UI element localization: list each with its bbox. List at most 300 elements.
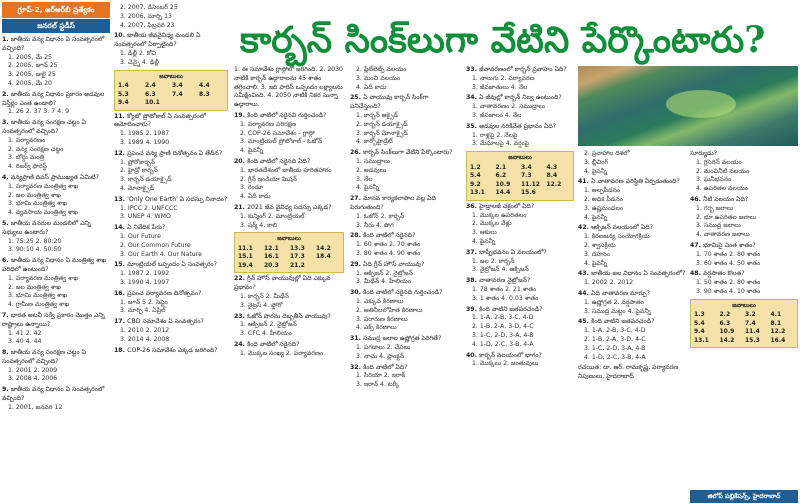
answer-cell: 15.1 (238, 253, 253, 261)
question-option: 3. నేల (356, 175, 373, 183)
answer-box-title: జవాబులు (159, 72, 183, 80)
question-item (234, 204, 344, 230)
question-text: వన్యప్రాణి దివస్‌ ప్రాముఖ్యత ఏమిటి? (10, 173, 99, 181)
answer-cell: 13.1 (470, 189, 485, 197)
question-text: జాతీయ వనరుల మండలిలో ఎన్ని సభ్యులు ఉంటారు? (2, 219, 91, 236)
answer-cell: 13.1 (694, 336, 709, 344)
question-number: 40. (466, 351, 480, 359)
answer-cell: 12.1 (264, 244, 279, 252)
question-item (578, 290, 686, 316)
question-item (234, 341, 344, 359)
question-option: 2. మంచినీటి వలయం (696, 167, 750, 175)
question-item (234, 158, 344, 202)
answer-cell: 4.4 (199, 82, 210, 90)
question-text: ఓజోన్‌ పొరను దెబ్బతీసే వాయువు? (247, 312, 331, 320)
question-option: 4. పైవన్నీ (356, 184, 380, 192)
question-option: 3. 90:10 4. 50:50 (8, 246, 62, 254)
question-number: 14. (114, 224, 128, 232)
question-number: 17. (114, 318, 128, 326)
question-number: 7. (2, 311, 11, 319)
question-option: 3. 90 శాతం 4. 10 శాతం (696, 287, 761, 295)
question-number: 6. (2, 257, 11, 265)
question-text: కింది వాటిలో సరైనది? (247, 340, 300, 348)
question-item (578, 318, 686, 362)
question-option: 3. ఉష్ణమండలం (584, 204, 624, 212)
question-item (114, 290, 228, 316)
question-option: 3. 1 శాతం 4. 0.03 శాతం (472, 294, 539, 302)
question-number: 28. (350, 232, 364, 240)
question-option: 3. ఇరాన్‌ 4. టర్కీ (356, 381, 400, 389)
question-item (234, 112, 344, 156)
answer-cell: 9.2 (470, 180, 481, 188)
question-text: జాతీయ వన్య విధానం ప్రకారం అడవుల విస్తీర్ణం ఎంత ఉండాలి? (2, 90, 105, 107)
question-option: 1. 2010 2. 2012 (120, 326, 170, 334)
question-option: 3. నైట్రోజన్‌ 4. ఆక్సిజన్‌ (472, 266, 529, 274)
answer-cell: 12.2 (770, 328, 786, 336)
column-7 (690, 150, 798, 350)
question-option: 1. రాళ్లపై 2. నేలపై (472, 131, 518, 139)
question-text: ఏ జీవుల్లో కార్బన్‌ నిల్వ ఉంటుంది? (479, 94, 562, 102)
answer-cell: 2.4 (145, 82, 156, 90)
question-number: 15. (114, 261, 128, 269)
question-option: 2. కార్బన్‌ డయాక్సైడ్‌ (356, 120, 408, 128)
question-item (578, 178, 686, 222)
question-text: కింది వాటిలో సరైనది ఏది? (247, 157, 311, 165)
question-text: ఏ వాతావరణ పరిస్థితి ఏర్పడుతుంది? (591, 178, 680, 186)
question-item (2, 174, 110, 218)
answer-cell: 4.1 (770, 311, 782, 319)
answer-cell: 6.3 (719, 319, 731, 327)
question-option: 3. 40 4. 44 (8, 338, 42, 346)
question-option: 2. ప్లేట్‌లెట్స్‌ వలయం (356, 66, 407, 73)
question-option: 1. ఫ్రోరోకార్బన్‌ (120, 158, 155, 166)
question-item (2, 386, 110, 412)
question-text: వర్షపాతం కొలత? (703, 270, 745, 278)
question-option: 1. ఓజోన్‌ 2. కార్బన్‌ (356, 212, 405, 220)
question-option: 3. నాచు 4. ప్లాంక్టన్‌ (356, 352, 405, 360)
question-item (350, 289, 460, 333)
question-option: 3. 2014 4. 2008 (120, 335, 170, 343)
headline: కార్బన్‌ సింక్‌లుగా వేటిని పేర్కొంటారు? (240, 19, 766, 61)
question-number: 2. (2, 90, 11, 98)
answer-box-1 (114, 70, 228, 111)
question-item (2, 91, 110, 117)
question-option: 3. 2008 4. 2006 (8, 375, 58, 383)
question-text: గ్రీన్‌ హౌస్‌ వాయువుల్లో ఏది ఎక్కువ ప్రభావం? (234, 275, 331, 292)
question-number: 37. (466, 248, 480, 256)
question-item (350, 232, 460, 258)
answer-cell: 2.1 (495, 163, 507, 171)
question-option: 4. పైవన్నీ (472, 237, 496, 245)
question-option: 3. పరారుణ కిరణాలు (356, 315, 408, 323)
question-text: మాంట్రియల్‌ ఒప్పందం ఏ సంవత్సరం? (127, 261, 217, 269)
question-number: 23. (234, 312, 248, 320)
question-number: 27. (350, 195, 364, 203)
question-item (690, 270, 798, 296)
question-number: 38. (466, 277, 480, 285)
question-option: 2. జల మంత్రిత్వ శాఖ (8, 283, 61, 291)
question-option: 2. జల మంత్రిత్వ శాఖ (8, 191, 61, 199)
question-number: 10. (114, 32, 128, 40)
question-item (114, 261, 228, 287)
question-option: 3. భూమి మంత్రిత్వ శాఖ (8, 200, 68, 208)
question-option: 2. అడవులు (356, 166, 387, 174)
question-option: 2. వన్య సంరక్షణ చట్టం (8, 145, 64, 153)
question-text: భూమిపై ఎంత శాతం? (703, 241, 756, 249)
question-option: 3. బోర్డు మంత్రి (8, 154, 45, 162)
question-number: 45. (578, 318, 592, 326)
question-number: 47. (690, 241, 704, 249)
question-option: 1. 1987 2. 1992 (120, 270, 170, 278)
question-text: హైడ్రాలజీ చక్రంలో ఏది? (479, 202, 535, 210)
question-item (114, 113, 228, 148)
answer-cell: 6.2 (495, 172, 507, 180)
question-text: జాతీయ వన్య సంరక్షణ చట్టం ఏ సంవత్సరంలో వచ్చింది? (2, 119, 86, 135)
answer-box-title: జవాబులు (277, 235, 301, 243)
answer-cell: 16.1 (264, 253, 279, 261)
question-option: 3. Our Earth 4. Our Nature (120, 250, 202, 258)
question-text: నీటి వలయం ఏది? (703, 195, 749, 203)
answer-cell: 10.9 (719, 328, 735, 336)
question-number: 42. (578, 224, 592, 232)
question-option: 2. అధిక పీడనం (584, 195, 623, 203)
question-number: 30. (350, 289, 364, 297)
question-option: 4. ఏదీ కాదు (240, 193, 271, 201)
question-option: 1. డిల్లీ 2. కోచి (120, 49, 157, 57)
answer-cell: 10.1 (145, 99, 160, 107)
question-option: 1. పర్యావరణ పరిరక్షణ (240, 120, 297, 128)
question-text: ఏది గ్రీన్‌ హౌస్‌ వాయువు? (363, 260, 425, 268)
question-option: 2. 1-B, 2-A, 3-D, 4-C (472, 323, 534, 331)
question-number: 31. (350, 335, 364, 343)
question-text: జాతీయ వన్య సంరక్షణ చట్టం ఏ సంవత్సరంలో వచ్చింది? (2, 349, 86, 365)
algae-bloom (666, 90, 736, 118)
question-option: 4. 1-D, 2-C, 3-B, 4-A (472, 340, 534, 348)
question-number: 36. (466, 202, 480, 210)
question-option: 2. శ్వాసక్రియ (584, 241, 616, 249)
question-option: 1. 2001 2. 2009 (8, 366, 58, 374)
question-number: 39. (466, 305, 480, 313)
question-text: భారత అటవీ సర్వే ప్రకారం మొత్తం ఎన్ని రాష్ట్రాలు ఉన్నాయి? (2, 311, 105, 328)
question-number: 35. (466, 122, 480, 130)
question-text: ప్రపంచ పర్యావరణ దినోత్సవం? (127, 289, 202, 297)
question-option: 4. 2005, మే 20 (8, 79, 52, 87)
answer-cell: 14.2 (719, 336, 735, 344)
question-option: 1. కిరణజన్య సంయోగక్రియ (584, 233, 650, 241)
answer-cell: 14.4 (495, 189, 511, 197)
question-option: 2. ప్రవాహాల దిశలో (584, 150, 630, 157)
question-text: ఆక్సిజన్‌ వలయంలో ఏది? (591, 224, 653, 232)
question-item (466, 203, 574, 247)
publisher-footer: జిలోప్‌ పబ్లికేషన్స్‌, హైదరాబాద్‌ (690, 490, 798, 503)
question-option: 3. 60 శాతం 4. 50 శాతం (696, 259, 761, 267)
section-tag: గ్రూప్‌-2, ఆర్‌ఆర్‌బీ ప్రత్యేకం (2, 2, 110, 18)
question-text: అడవుల నరికివేత ప్రభావం ఏది? (479, 122, 556, 130)
answer-box-2 (234, 232, 344, 273)
question-option: 1. ఎక్కువ కిరణాలు (356, 297, 404, 305)
question-option: 4. రిజర్వ్‌ ఫారెస్ట్‌ (8, 163, 47, 171)
question-option: 3. షర్మ్‌ 4. కాలి (240, 221, 278, 229)
question-option: 2. మొక్కల వేళ్లు (472, 220, 512, 228)
question-number: 8. (2, 349, 11, 357)
question-option: 3. బ్లీచింగ్‌ (584, 158, 609, 166)
question-text: 2021 జీవ వైవిధ్య సదస్సు ఎక్కడ? (247, 203, 332, 211)
question-item (114, 32, 228, 67)
question-option: 1. గ్లిసెరిన్‌ వలయం (696, 158, 742, 166)
question-number: 48. (690, 270, 704, 278)
question-option: 2. అతినీలలోహిత కిరణాలు (356, 306, 423, 314)
question-option: 1. కున్మింగ్‌ 2. మాంట్రియల్‌ (240, 212, 305, 220)
question-text: CBD సమావేశం ఏ సంవత్సరం? (127, 318, 204, 326)
question-item (2, 119, 110, 172)
answer-cell: 5.4 (694, 319, 705, 327)
question-option: 3. రెండూ (240, 184, 264, 192)
question-item (466, 277, 574, 303)
question-option: 3. మేఘాలపై 4. వర్షంపై (472, 140, 530, 148)
question-text: కింది వాటిలో సరైనవి గుర్తించండి? (247, 111, 327, 119)
question-item (350, 335, 460, 361)
question-option: 1. 41 2. 42 (8, 329, 42, 337)
question-text: జాతీయ వన్య విధానం ఏ సంవత్సరంలో వచ్చింది? (2, 386, 105, 403)
question-item (578, 224, 686, 268)
question-option: 1. వాతావరణం 2. సముద్రాలు (472, 103, 546, 111)
question-text: వాతావరణ నైట్రోజన్‌? (479, 277, 531, 285)
question-number: 18. (114, 346, 128, 354)
answer-cell: 16.4 (770, 336, 786, 344)
question-number: 19. (234, 111, 248, 119)
question-option: 3. మాంట్రియల్‌ ప్రోటోకాల్‌ - ఓజోన్‌ (240, 138, 322, 146)
question-number: 12. (114, 149, 128, 157)
question-option: 1. అల్పపీడనం (584, 187, 621, 195)
column-3 (234, 66, 344, 361)
question-option: 2. 1-B, 2-A, 3-D, 4-C (584, 335, 646, 343)
question-text: జాతీయ వన్య విధానం ఏ మంత్రిత్వ శాఖ పరిధిలో ఉంటుంది? (2, 257, 107, 273)
question-option: 1. 75:25 2. 80:20 (8, 237, 62, 245)
question-option: 1. పర్యావరణ మంత్రిత్వ శాఖ (8, 182, 79, 190)
question-option: 3. జీవజాతులు 4. నేల (472, 83, 528, 91)
question-option: 1. గర్భ జలాలు (696, 204, 734, 212)
question-option: 1. భారతదేశంలో జాతీయ హరితహారం (240, 166, 332, 174)
question-text: రచయిత: డా. ఆర్‌. రామకృష్ణ, పర్యావరణ నిపుణులు, హైదరాబాద్‌ (578, 364, 679, 381)
question-option: 1. పగడాలు 2. చేపలు (356, 343, 411, 351)
question-option: 1. పర్యావరణం (8, 136, 46, 144)
column-1 (2, 36, 110, 415)
answer-cell: 7.3 (521, 172, 532, 180)
question-option: 1. కార్బన్‌ 2. మీథేన్‌ (240, 293, 289, 300)
question-item (114, 4, 228, 30)
question-option: 1. పర్యావరణ మంత్రిత్వ శాఖ (8, 274, 79, 282)
question-item (350, 261, 460, 287)
question-option: 3. జీవజాలం 4. నేల (472, 111, 522, 119)
question-option: 4. పైవన్నీ (240, 147, 264, 155)
question-option: 1. 50 శాతం 2. 80 శాతం (696, 279, 761, 287)
answer-cell: 1.3 (694, 311, 705, 319)
answer-cell: 3.2 (745, 311, 756, 319)
question-item (350, 149, 460, 193)
question-number: 9. (2, 386, 11, 394)
question-text: జాతీయ జల విధానం ఏ సంవత్సరంలో? (591, 270, 686, 278)
answer-cell: 1.4 (118, 82, 129, 90)
question-option: 4. ఎక్స్‌ కిరణాలు (356, 324, 397, 332)
question-text: 'Only One Earth' ఏ సదస్సు నినాదం? (127, 195, 228, 203)
question-option: 4. కార్బోహైడ్రేట్‌ (356, 138, 393, 146)
answer-cell: 6.3 (145, 90, 156, 98)
question-option: 2. Our Common Future (120, 241, 191, 249)
question-number: 46. (690, 195, 704, 203)
question-option: 1. ఆక్సిజన్‌ 2. నైట్రోజన్‌ (356, 269, 413, 277)
question-option: 1. మొక్కల ఉపరితలం (472, 211, 527, 219)
question-option: 2. హైడ్రో కార్బన్‌ (120, 167, 158, 175)
question-number: 41. (578, 178, 592, 186)
answer-cell: 8.3 (199, 90, 210, 98)
column-2 (114, 4, 228, 357)
question-text: కింది వాటిని జతపరచండి? (591, 318, 655, 326)
question-option: 4. పైవన్నీ (584, 259, 608, 267)
answer-cell: 15.6 (521, 189, 536, 197)
answer-cell: 21.2 (290, 261, 305, 269)
answer-cell: 14.2 (316, 244, 331, 252)
question-item (114, 150, 228, 194)
question-text: కింది వాటిలో ఏది? (363, 363, 408, 371)
question-option: 1. మొక్కలు 2. జంతువులు (472, 360, 539, 368)
question-option: 3. UNEP 4. WMO (120, 213, 171, 221)
question-option: 3. CFC 4. హీలియం (240, 330, 292, 338)
question-option: 1. సిరియా 2. ఇరాక్‌ (356, 372, 405, 380)
question-option: 1. 2005, మే 25 (8, 53, 52, 61)
question-text: కింది వాటిలో సరైనది? (363, 232, 416, 240)
question-item (466, 306, 574, 350)
question-number: 33. (466, 66, 480, 73)
question-item (114, 318, 228, 344)
question-option: 1. Our Future (120, 233, 161, 240)
question-number: 24. (234, 340, 248, 348)
question-option: 4. ఏదీ కాదు (356, 83, 387, 91)
question-option: 3. దహనం (584, 250, 610, 258)
answer-cell: 5.3 (118, 90, 129, 98)
question-item (578, 150, 686, 176)
question-option: 4. వ్యవసాయ మంత్రిత్వ శాఖ (8, 209, 78, 217)
question-text: జాతీయ జీవవైవిధ్య మండలి ఏ సంవత్సరంలో ఏర్పాటైంది? (114, 32, 201, 49)
question-text: కింది వాటిలో సరైనది గుర్తించండి? (363, 289, 443, 297)
question-number: 20. (234, 157, 248, 165)
question-item (466, 249, 574, 275)
question-item (690, 196, 798, 240)
question-option: 3. 2006, మార్చి 13 (120, 12, 172, 20)
answer-cell: 17.3 (290, 253, 305, 261)
answer-box-3 (466, 151, 574, 201)
question-option: 1. 1-A, 2-B, 3-C, 4-D (584, 327, 646, 335)
question-number: 3. (2, 119, 11, 127)
question-option: 3. 2005, జులై 25 (8, 71, 56, 79)
question-number: 26. (350, 149, 364, 157)
answer-cell: 8.4 (546, 172, 558, 180)
answer-cell: 19.4 (238, 261, 253, 269)
answer-cell: 3.4 (172, 82, 183, 90)
answer-cell: 9.4 (694, 328, 705, 336)
question-option: 4. 2007, ఫిబ్రవరి 23 (120, 21, 175, 29)
question-text: ఏ నివేదిక పేరు? (127, 224, 166, 232)
question-item (690, 242, 798, 268)
question-text: కార్బన్‌ సింక్‌లుగా వేటిని పేర్కొంటారు? (363, 149, 453, 157)
column-6 (578, 150, 686, 384)
question-item (578, 364, 686, 382)
question-item (350, 94, 460, 147)
question-option: 3. సముద్ర జలాలు (696, 222, 741, 230)
question-option: 1. నాలుగు 2. పర్యావరణ (472, 74, 535, 82)
question-option: 2. 2007, డిసెంబర్‌ 25 (120, 4, 178, 11)
question-option: 3. మంచి వలయం (356, 74, 401, 82)
question-item (690, 150, 798, 194)
question-item (350, 66, 460, 92)
answer-cell (172, 99, 197, 108)
question-text: బాష్పీభవనం ఏ వలయంలో? (479, 248, 547, 256)
subject-banner: జనరల్‌ స్టడీస్‌ (2, 19, 110, 33)
question-number: 25. (350, 94, 364, 102)
question-text: కింది వాటిని జతపరచండి? (479, 305, 543, 313)
question-option: 1. ఆక్సిజన్‌ 2. నైట్రోజన్‌ (240, 321, 297, 329)
question-option: 4. పైవన్నీ (584, 167, 608, 175)
question-text: మానవ కార్యకలాపాల వల్ల ఏది పెరుగుతుంది? (350, 195, 436, 211)
question-item (2, 36, 110, 89)
question-option: 4. గ్రామీణ మంత్రిత్వ శాఖ (8, 301, 70, 309)
question-number: 1. (2, 36, 11, 43)
question-option: 3. మీథేన్‌ 4. హీలియం (356, 278, 411, 286)
question-item (350, 364, 460, 390)
answer-cell: 13.3 (290, 244, 305, 252)
question-option: 1. 60 శాతం 2. 70 శాతం (356, 241, 421, 249)
question-number: 4. (2, 173, 11, 181)
question-number: 32. (350, 363, 364, 371)
question-option: 1. IPCC 2. UNFCCC (120, 204, 178, 212)
question-option: 1. 2001, జనవరి 12 (8, 403, 63, 411)
question-text: 1. ఈ సమావేశం గ్లాస్గోలో జరిగింది. 2. 2030 నాటికి కార్బన్‌ ఉద్గారాలను 45 శాతం తగ్గించాలి. 3. ఇది పారిస్‌ ఒప్పందం లక్ష్యాలను సమీక్షించింది. 4. 2050 నాటికి నికర సున్నా ఉద్గారాలు. (234, 66, 343, 109)
question-item (2, 220, 110, 255)
answer-box-title: జవాబులు (732, 301, 756, 309)
question-option: 1. మొక్కల సంఖ్య 2. పర్యావరణం (240, 349, 324, 357)
question-option: 4. ఉపరితల వలయం (696, 185, 748, 193)
question-option: 3. ఆకులు (472, 229, 497, 237)
satellite-photo (578, 66, 798, 146)
answer-cell: 1.2 (470, 163, 481, 171)
question-text: ఏ వాయువు కార్బన్‌ సింక్‌గా పనిచేస్తుంది? (350, 94, 429, 111)
question-number: 16. (114, 289, 128, 297)
question-option: 3. కార్బన్‌ మోనాక్సైడ్‌ (356, 129, 408, 137)
question-item (350, 195, 460, 230)
answer-cell: 9.4 (118, 99, 129, 107)
answer-cell: 8.1 (770, 319, 782, 327)
question-option: 3. 1990 4. 1997 (120, 278, 170, 286)
column-4 (350, 66, 460, 392)
question-option: 2. 2005, జూన్‌ 25 (8, 62, 58, 70)
question-item (578, 270, 686, 288)
question-text: ప్రపంచ వన్య ప్రాణి దినోత్సవం ఏ తేదీన? (127, 149, 222, 157)
question-option: 1. 1985 2. 1987 (120, 130, 170, 138)
question-option: 4. 1-D, 2-C, 3-B, 4-A (584, 353, 646, 361)
question-number: 11. (114, 112, 128, 120)
question-option: 1. 1-A, 2-B, 3-C, 4-D (472, 314, 534, 322)
answer-cell: 4.3 (546, 163, 558, 171)
question-number: 5. (2, 219, 11, 227)
question-text: క్యోటో ప్రోటోకాల్‌ ఏ సంవత్సరంలో ఆమోదించారు? (114, 112, 206, 129)
question-item (114, 347, 228, 356)
answer-cell: 3.4 (521, 163, 532, 171)
column-5 (466, 66, 574, 371)
question-number: 13. (114, 195, 128, 203)
question-option: 2. గ్రీన్‌ ఇండియా మిషన్‌ (240, 175, 297, 183)
question-item (234, 275, 344, 310)
question-item (114, 224, 228, 259)
question-item (2, 257, 110, 310)
